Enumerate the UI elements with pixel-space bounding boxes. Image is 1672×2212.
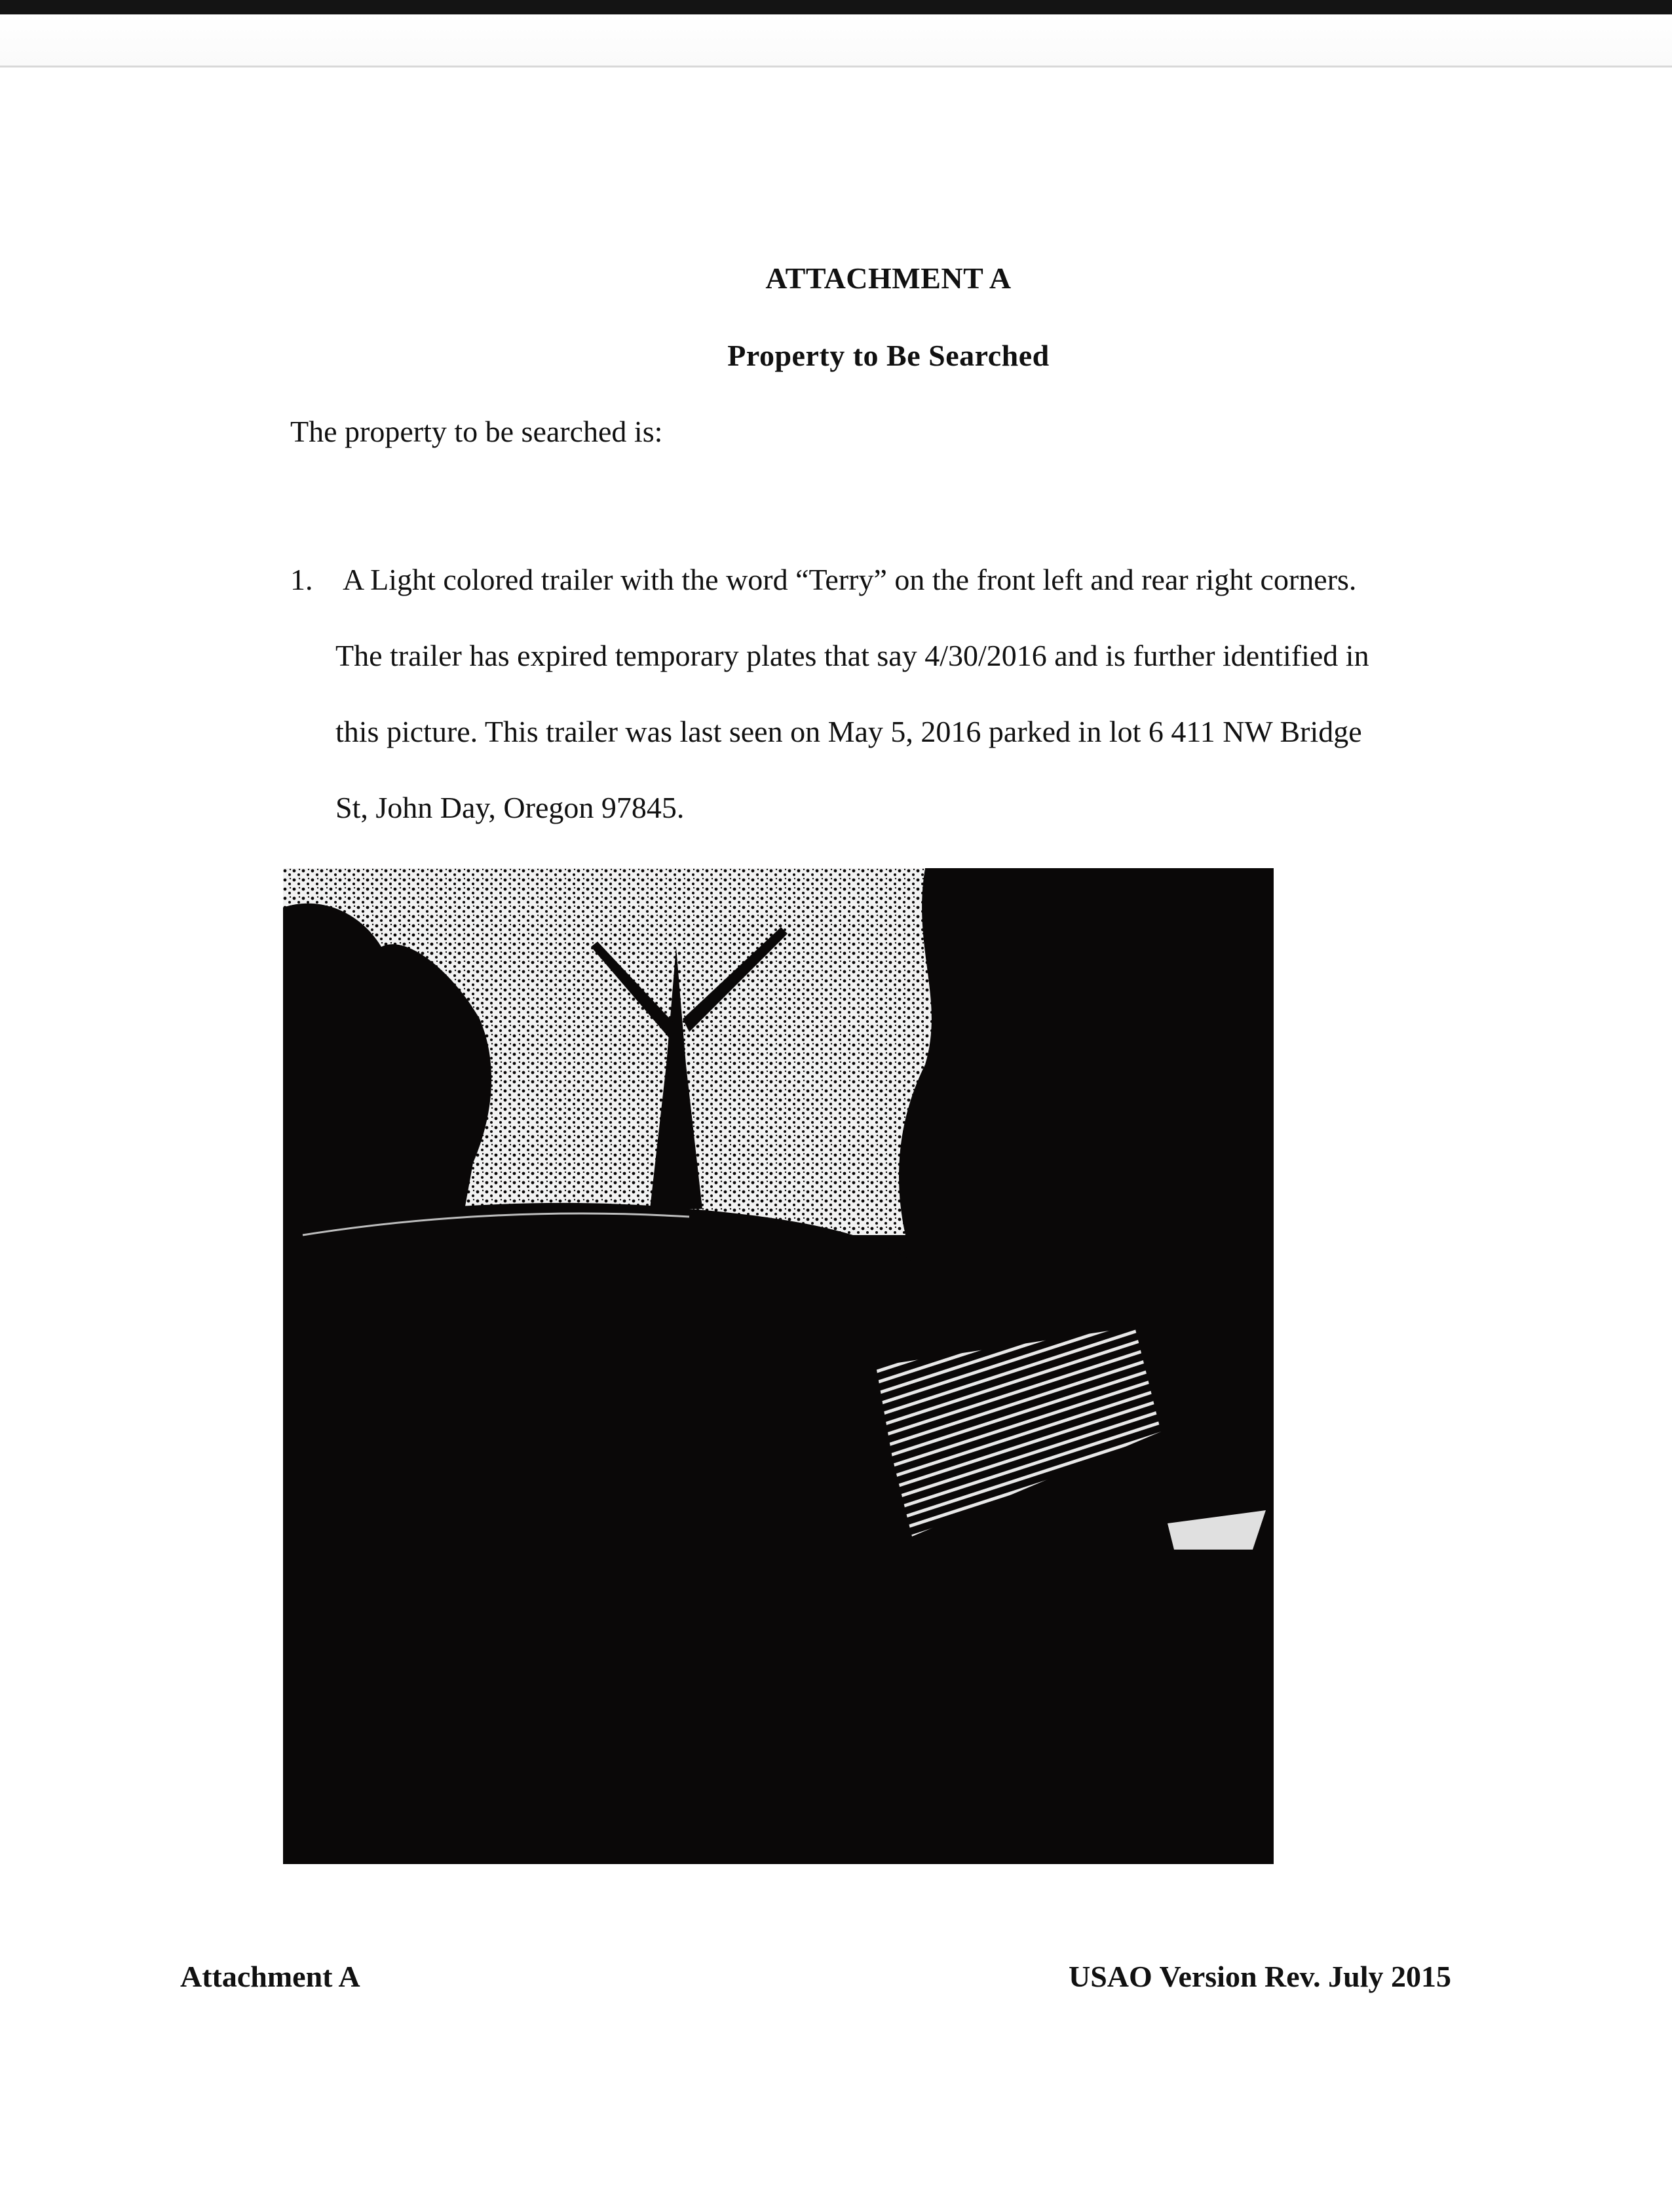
- photo-light-patch: [1168, 1510, 1266, 1550]
- attachment-subheading: Property to Be Searched: [727, 339, 1050, 372]
- footer-version: USAO Version Rev. July 2015: [1068, 1960, 1451, 1993]
- intro-text: The property to be searched is:: [290, 415, 663, 448]
- footer-attachment-label: Attachment A: [180, 1960, 360, 1993]
- list-item-number: 1.: [290, 563, 313, 596]
- scan-paper-edge: [0, 14, 1672, 67]
- list-item-line: The trailer has expired temporary plates that say 4/30/2016 and is further identified in: [335, 639, 1369, 672]
- attachment-heading: ATTACHMENT A: [765, 261, 1012, 295]
- photo-siding: [876, 1327, 1161, 1536]
- list-item-line: A Light colored trailer with the word “Terry” on the front left and rear right corners.: [343, 563, 1357, 596]
- trailer-photo: [283, 868, 1274, 1864]
- list-item-line: this picture. This trailer was last seen on May 5, 2016 parked in lot 6 411 NW Bridge: [335, 715, 1362, 748]
- photo-tree-right: [899, 868, 1274, 1235]
- photo-ground: [912, 1589, 1274, 1864]
- scan-border: [0, 0, 1672, 14]
- photo-trailer: [283, 1203, 912, 1864]
- list-item-line: St, John Day, Oregon 97845.: [335, 791, 685, 824]
